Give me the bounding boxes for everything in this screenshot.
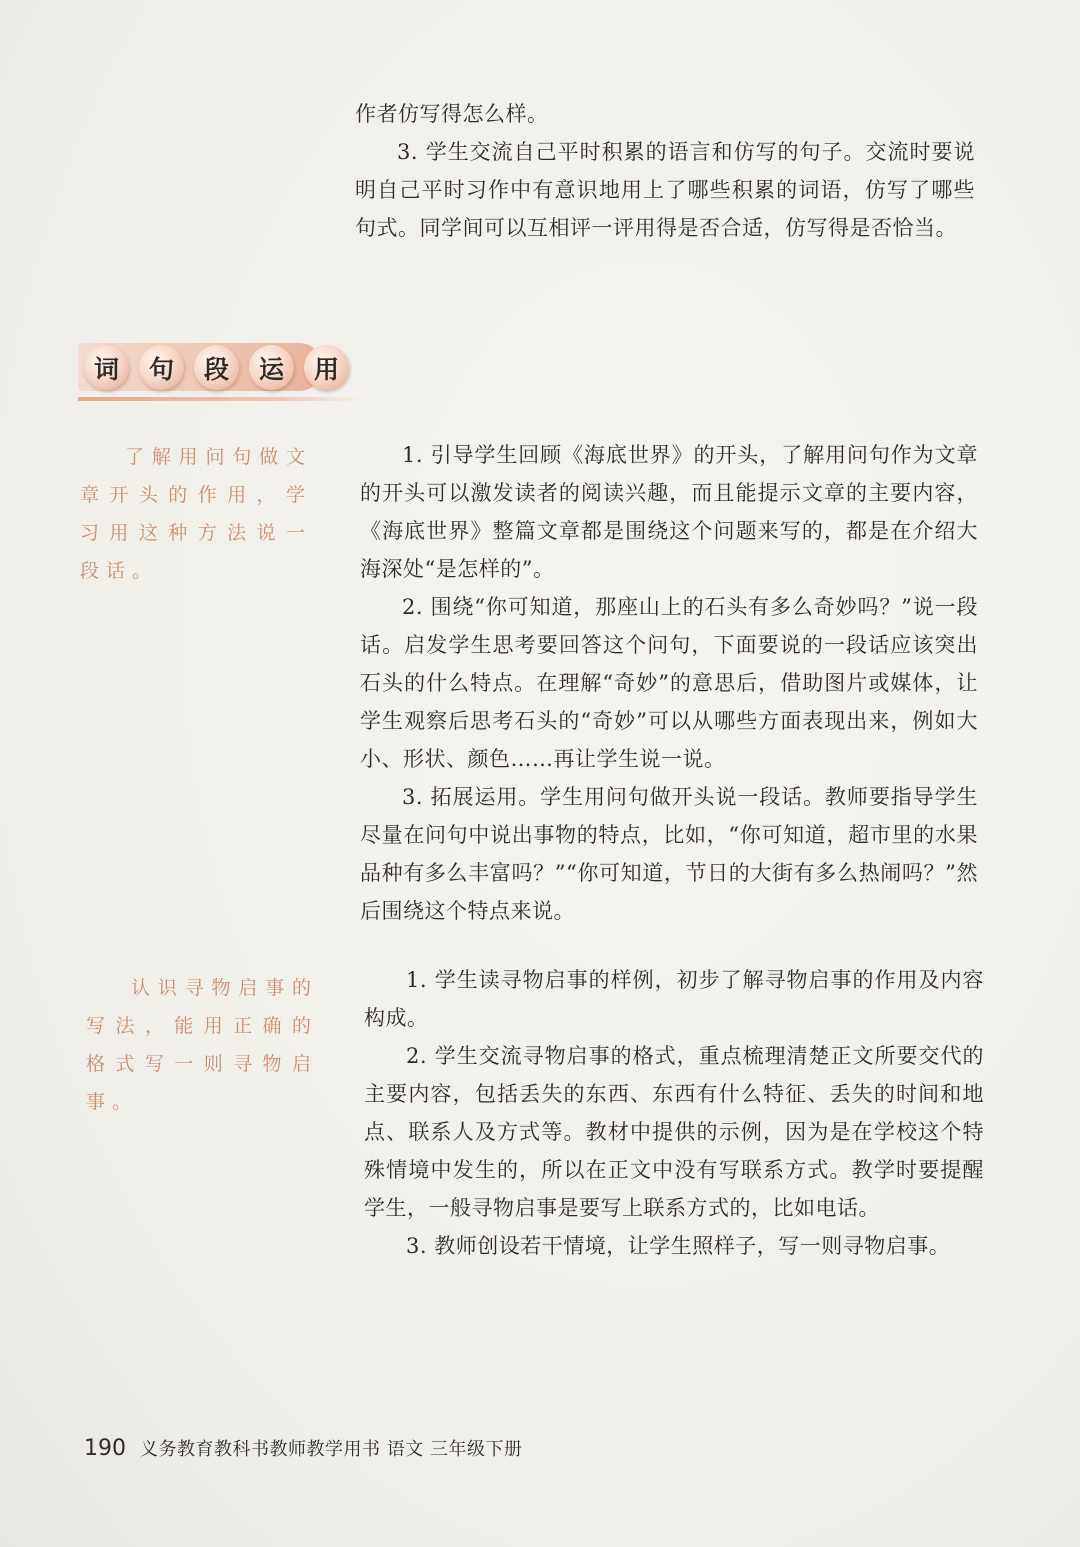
page-footer <box>84 1435 522 1461</box>
part-1-body <box>360 436 978 930</box>
section-title-char: 运 <box>249 345 294 390</box>
section-title-char: 句 <box>139 345 184 390</box>
book-title: 义务教育教科书教师教学用书 语文 三年级下册 <box>140 1439 523 1460</box>
section-title-char: 段 <box>194 345 239 390</box>
page-number: 190 <box>84 1436 126 1461</box>
top-paragraph-1: 作者仿写得怎么样。 <box>355 102 549 126</box>
section-title <box>84 345 349 390</box>
side-note-objective-2: 认识寻物启事的写法，能用正确的格式写一则寻物启事。 <box>86 977 318 1113</box>
section-header-underline <box>78 397 363 401</box>
part-1-item-3: 3. 拓展运用。学生用问句做开头说一段话。教师要指导学生尽量在问句中说出事物的特点，比如，“你可知道，超市里的水果品种有多么丰富吗？”“你可知道，节日的大街有多么热闹吗？”然后围绕这个特点来说。 <box>360 785 978 923</box>
part-1-item-2: 2. 围绕“你可知道，那座山上的石头有多么奇妙吗？”说一段话。启发学生思考要回答这个问句，下面要说的一段话应该突出石头的什么特点。在理解“奇妙”的意思后，借助图片或媒体，让学生观察后思考石头的“奇妙”可以从哪些方面表现出来，例如大小、形状、颜色……再让学生说一说。 <box>360 595 978 771</box>
section-title-char: 用 <box>304 345 349 390</box>
top-paragraph-2: 3. 学生交流自己平时积累的语言和仿写的句子。交流时要说明自己平时习作中有意识地用上了哪些积累的词语，仿写了哪些句式。同学间可以互相评一评用得是否合适，仿写得是否恰当。 <box>355 140 975 240</box>
section-header <box>78 343 368 403</box>
part-1-item-1: 1. 引导学生回顾《海底世界》的开头，了解用问句作为文章的开头可以激发读者的阅读兴趣，而且能提示文章的主要内容，《海底世界》整篇文章都是围绕这个问题来写的，都是在介绍大海深处“是怎样的”。 <box>360 443 978 581</box>
section-title-char: 词 <box>84 345 129 390</box>
top-continuation-block <box>355 95 975 247</box>
part-2-item-2: 2. 学生交流寻物启事的格式，重点梳理清楚正文所要交代的主要内容，包括丢失的东西、东西有什么特征、丢失的时间和地点、联系人及方式等。教材中提供的示例，因为是在学校这个特殊情境中发生的，所以在正文中没有写联系方式。教学时要提醒学生，一般寻物启事是要写上联系方式的，比如电话。 <box>364 1044 984 1220</box>
side-note-objective-1: 了解用问句做文章开头的作用，学习用这种方法说一段话。 <box>80 446 312 582</box>
part-2-item-1: 1. 学生读寻物启事的样例，初步了解寻物启事的作用及内容构成。 <box>364 968 984 1030</box>
part-2-item-3: 3. 教师创设若干情境，让学生照样子，写一则寻物启事。 <box>406 1234 951 1258</box>
part-2-body <box>364 961 984 1265</box>
